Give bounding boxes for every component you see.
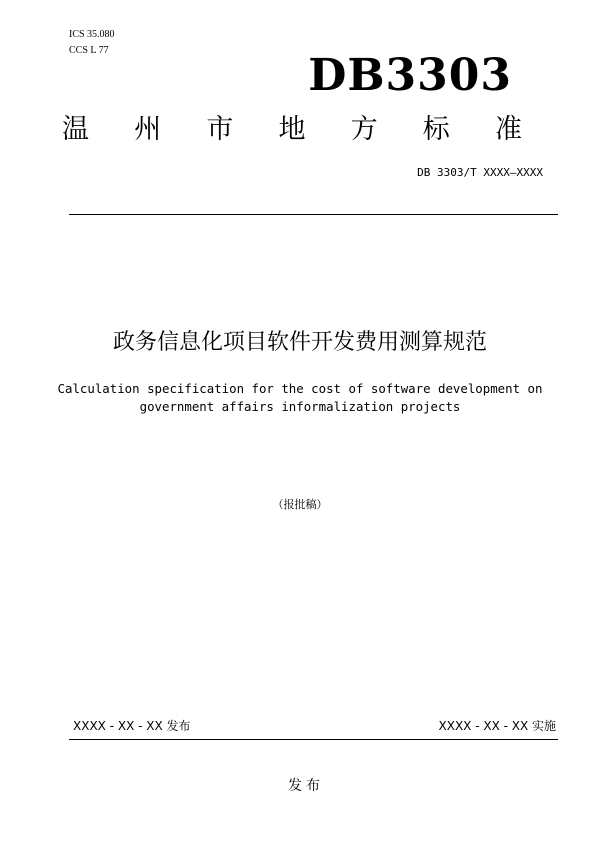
document-title-english bbox=[0, 380, 600, 416]
english-title-line-1: Calculation specification for the cost of software development on bbox=[57, 381, 543, 396]
document-title-chinese: 政务信息化项目软件开发费用测算规范 bbox=[112, 330, 487, 355]
city-title-char: 温 bbox=[62, 114, 89, 145]
publisher-line: 发布 bbox=[288, 778, 324, 794]
ics-code: ICS 35.080 bbox=[69, 29, 115, 40]
city-title-char: 标 bbox=[422, 114, 450, 145]
ccs-code: CCS L 77 bbox=[69, 45, 109, 56]
city-title-char: 市 bbox=[206, 114, 234, 145]
standard-number: DB 3303/T XXXX—XXXX bbox=[417, 166, 543, 179]
english-title-line-2: government affairs informalization projects bbox=[139, 399, 461, 414]
draft-status: （报批稿） bbox=[272, 498, 328, 511]
city-title-char: 州 bbox=[134, 114, 162, 145]
release-date: XXXX - XX - XX 发布 bbox=[73, 719, 191, 733]
implementation-date: XXXX - XX - XX 实施 bbox=[438, 719, 556, 733]
standard-code-logo: DB3303 bbox=[308, 50, 512, 101]
city-title-char: 方 bbox=[350, 114, 378, 145]
bottom-divider bbox=[69, 739, 558, 740]
city-title-char: 准 bbox=[494, 114, 522, 145]
city-title-char: 地 bbox=[278, 114, 306, 145]
top-divider bbox=[69, 214, 558, 215]
city-standard-title bbox=[62, 112, 522, 148]
